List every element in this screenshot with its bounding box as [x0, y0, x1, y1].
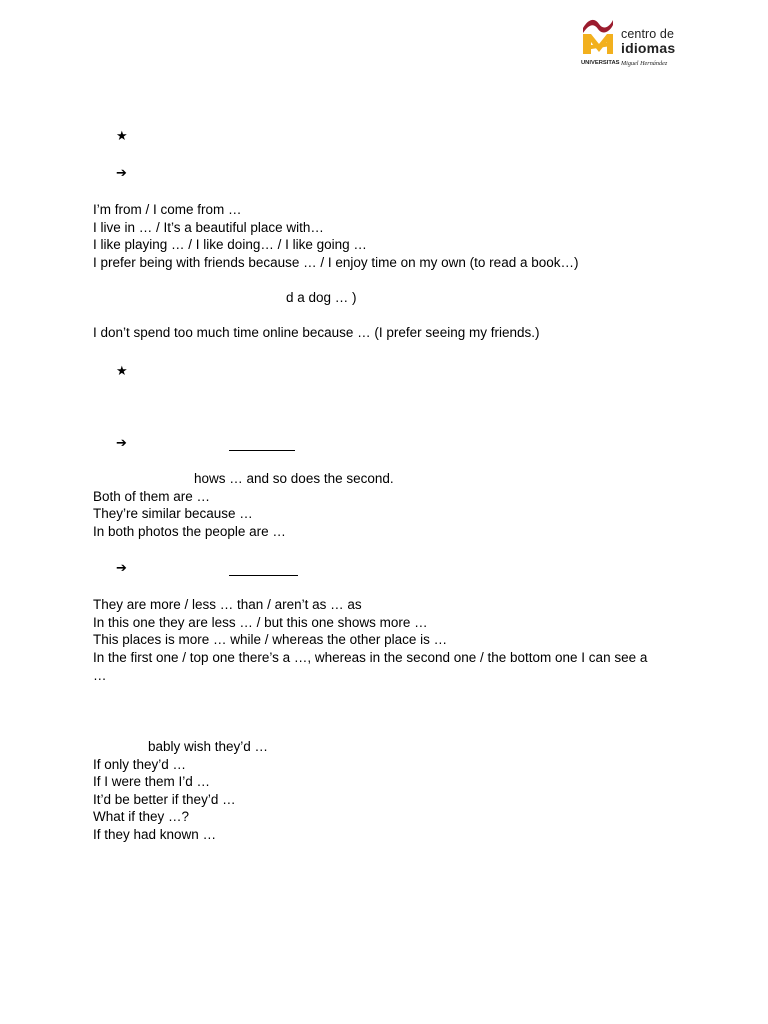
blank-underline: [229, 450, 295, 451]
text-line: I live in … / It’s a beautiful place with…: [93, 220, 324, 235]
text-fragment: d a dog … ): [286, 290, 357, 305]
text-line: They are more / less … than / aren’t as … as: [93, 597, 362, 612]
logo-line1: centro de: [621, 27, 675, 41]
text-line: If I were them I’d …: [93, 774, 211, 789]
text-line: I like playing … / I like doing… / I like going …: [93, 237, 367, 252]
star-bullet-icon: ★: [116, 129, 128, 144]
text-line: I’m from / I come from …: [93, 202, 242, 217]
umh-logo-mark-icon: [581, 16, 617, 60]
text-fragment: bably wish they’d …: [148, 739, 269, 754]
arrow-bullet-icon: ➔: [116, 166, 127, 181]
arrow-bullet-icon: ➔: [116, 561, 127, 576]
text-line: I don’t spend too much time online because … (I prefer seeing my friends.): [93, 325, 540, 340]
centro-de-idiomas-logo: [581, 16, 685, 72]
blank-underline: [229, 575, 298, 576]
text-line: In this one they are less … / but this one shows more …: [93, 615, 428, 630]
text-line: …: [93, 668, 107, 683]
logo-university-name: Miguel Hernández: [621, 60, 668, 67]
logo-university: UNIVERSITAS: [581, 60, 620, 66]
text-line: What if they …?: [93, 809, 190, 824]
text-fragment: hows … and so does the second.: [194, 471, 394, 486]
text-line: If only they’d …: [93, 757, 187, 772]
arrow-bullet-icon: ➔: [116, 436, 127, 451]
text-line: It’d be better if they’d …: [93, 792, 236, 807]
text-line: In the first one / top one there’s a …, whereas in the second one / the bottom one I can see a: [93, 650, 648, 665]
star-bullet-icon: ★: [116, 364, 128, 379]
text-line: Both of them are …: [93, 489, 211, 504]
text-line: If they had known …: [93, 827, 217, 842]
text-line: In both photos the people are …: [93, 524, 286, 539]
text-line: They’re similar because …: [93, 506, 253, 521]
text-line: I prefer being with friends because … / I enjoy time on my own (to read a book…): [93, 255, 579, 270]
logo-line2: idiomas: [621, 40, 676, 56]
text-line: This places is more … while / whereas the other place is …: [93, 632, 448, 647]
